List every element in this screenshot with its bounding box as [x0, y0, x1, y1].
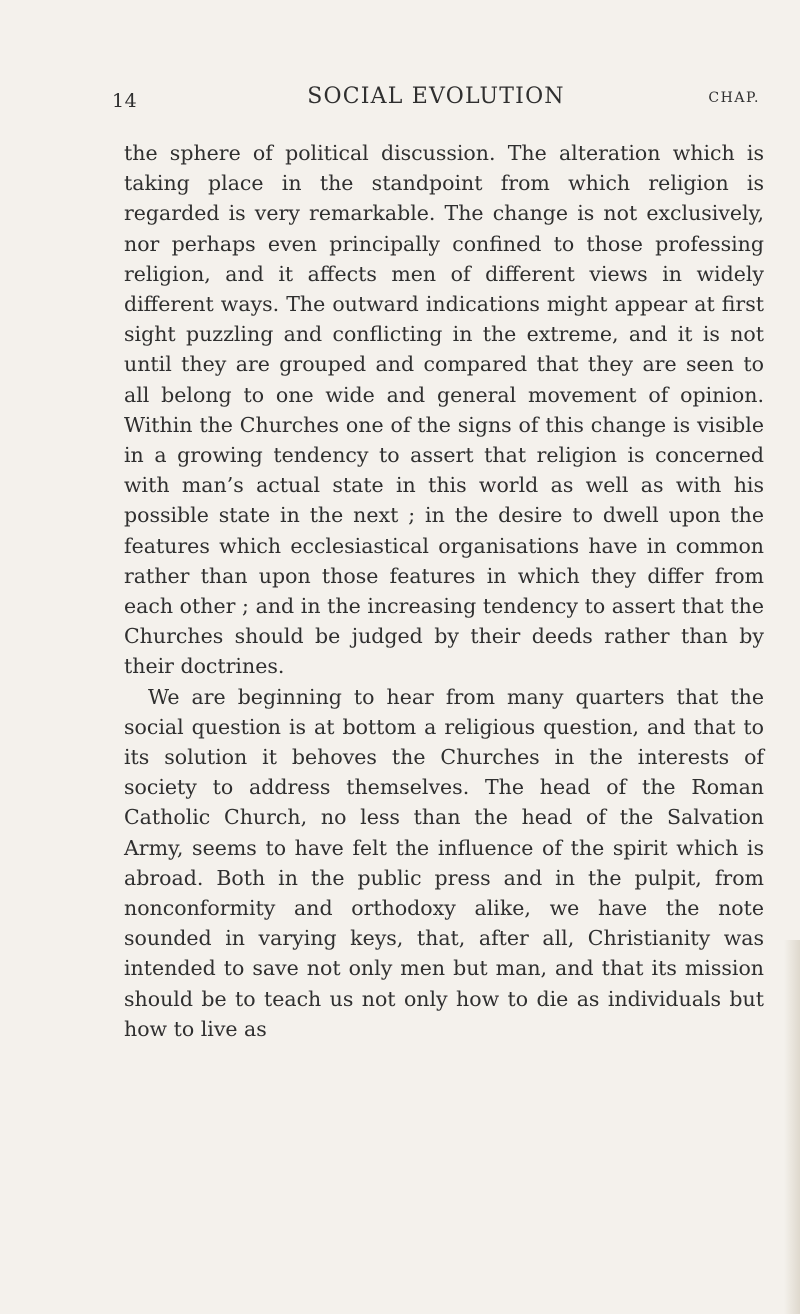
chapter-label: CHAP. [708, 90, 760, 106]
paragraph-continued: the sphere of political discussion. The alteration which is taking place in the standpoint from which religion is regarded is very remarkable. The change is not exclusively, nor perhaps even principally confined to those professing religion, and it affects men of different views in widely different ways. The outward indications might appear at first sight puzzling and conflicting in the extreme, and it is not until they are grouped and compared that they are seen to all belong to one wide and general movement of opinion. Within the Churches one of the signs of this change is visible in a growing tendency to assert that religion is concerned with man’s actual state in this world as well as with his possible state in the next ; in the desire to dwell upon the features which ecclesiastical organisations have in common rather than upon those features in which they differ from each other ; and in the increasing tendency to assert that the Churches should be judged by their deeds rather than by their doctrines. [124, 141, 764, 679]
page-number: 14 [112, 90, 138, 112]
paragraph: We are beginning to hear from many quarters that the social question is at bottom a religious question, and that to its solution it behoves the Churches in the interests of society to address themselves. The head of the Roman Catholic Church, no less than the head of the Salvation Army, seems to have felt the influence of the spirit which is abroad. Both in the public press and in the pulpit, from nonconformity and orthodoxy alike, we have the note sounded in varying keys, that, after all, Christianity was intended to save not only men but man, and that its mission should be to teach us not only how to die as individuals but how to live as [124, 684, 764, 1041]
body-text [124, 138, 764, 1044]
page-edge-shadow [784, 940, 800, 1314]
running-head [112, 84, 760, 114]
running-title: SOCIAL EVOLUTION [307, 84, 565, 109]
